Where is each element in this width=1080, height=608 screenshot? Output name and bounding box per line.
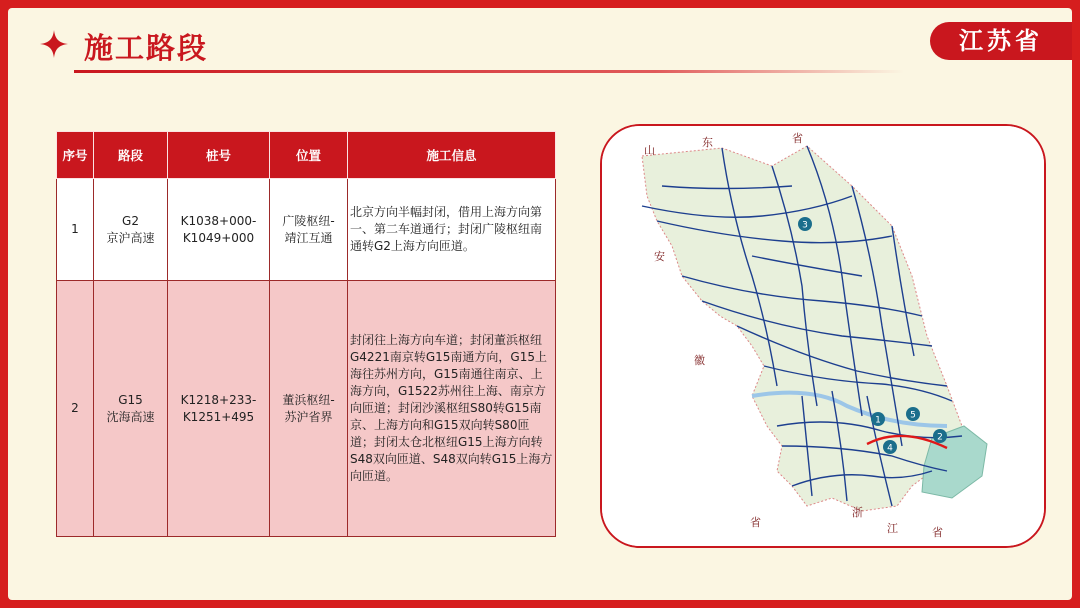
location-cell	[270, 281, 348, 537]
road-name: 京沪高速	[106, 230, 155, 245]
map-svg	[602, 126, 1044, 546]
label-zhejiang-1: 浙	[852, 506, 863, 519]
jiangsu-map	[600, 124, 1046, 548]
column-header-index: 序号	[57, 132, 94, 179]
marker-3[interactable]	[798, 217, 812, 231]
label-shandong-2: 东	[702, 136, 713, 149]
location-cell	[270, 179, 348, 281]
road-cell	[94, 179, 168, 281]
label-anhui-1: 安	[654, 250, 665, 263]
location-start: 广陵枢纽-	[282, 213, 335, 228]
row-index: 2	[57, 281, 94, 537]
table-row	[57, 281, 556, 537]
label-shandong-3: 省	[792, 132, 803, 145]
column-header-location: 位置	[270, 132, 348, 179]
table-row	[57, 179, 556, 281]
stake-cell	[168, 281, 270, 537]
label-anhui-3: 省	[750, 516, 761, 529]
location-start: 董浜枢纽-	[282, 392, 335, 407]
road-code: G2	[122, 213, 139, 228]
marker-2[interactable]	[933, 429, 947, 443]
label-shandong-1: 山	[644, 144, 655, 157]
column-header-stake: 桩号	[168, 132, 270, 179]
stake-cell	[168, 179, 270, 281]
stake-start: K1038+000-	[180, 213, 257, 228]
column-header-road: 路段	[94, 132, 168, 179]
marker-3-label: 3	[802, 220, 808, 231]
road-code: G15	[118, 392, 143, 407]
marker-4-label: 4	[887, 443, 893, 454]
road-cell	[94, 281, 168, 537]
marker-5[interactable]	[906, 407, 920, 421]
column-header-info: 施工信息	[348, 132, 556, 179]
location-end: 靖江互通	[284, 230, 333, 245]
sparkle-icon	[40, 30, 68, 58]
table-header-row	[57, 132, 556, 179]
location-end: 苏沪省界	[284, 409, 333, 424]
marker-5-label: 5	[910, 410, 916, 421]
page-title: 施工路段	[84, 31, 209, 65]
construction-info: 北京方向半幅封闭，借用上海方向第一、第二车道通行；封闭广陵枢纽南通转G2上海方向匝道。	[348, 179, 556, 281]
construction-table	[56, 131, 556, 537]
label-zhejiang-3: 省	[932, 526, 943, 539]
marker-2-label: 2	[937, 432, 943, 443]
construction-info: 封闭往上海方向车道；封闭董浜枢纽G4221南京转G15南通方向，G15上海往苏州方向，G15南通往南京、上海方向，G1522苏州往上海、南京方向匝道；封闭沙溪枢纽S80转G15南京、上海方向和G15双向转S80匝道；封闭太仓北枢纽G15上海方向转S48双向匝道、S48双向转G15上海方向匝道。	[348, 281, 556, 537]
road-name: 沈海高速	[106, 409, 155, 424]
stake-start: K1218+233-	[180, 392, 257, 407]
content-panel	[8, 8, 1072, 600]
label-zhejiang-2: 江	[887, 522, 898, 535]
province-badge: 江苏省	[930, 22, 1072, 60]
stake-end: K1049+000	[182, 230, 255, 245]
marker-1[interactable]	[871, 412, 885, 426]
label-anhui-2: 徽	[694, 354, 705, 367]
marker-1-label: 1	[875, 415, 881, 426]
title-underline	[74, 70, 904, 73]
stake-end: K1251+495	[182, 409, 255, 424]
marker-4[interactable]	[883, 440, 897, 454]
row-index: 1	[57, 179, 94, 281]
